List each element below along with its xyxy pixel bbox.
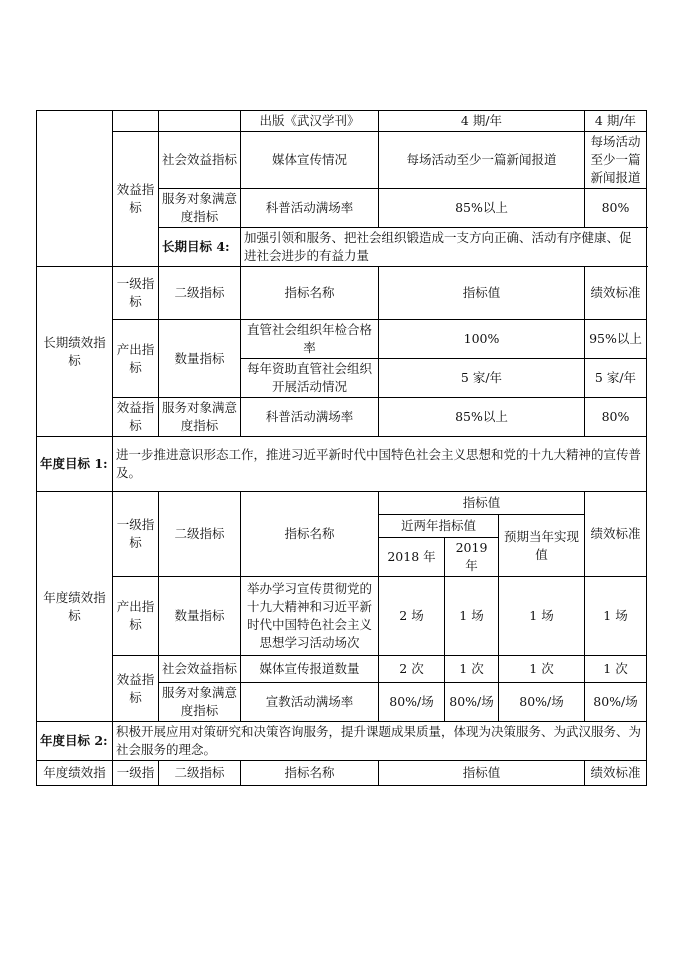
performance-standard: 80%/场 [585,683,647,722]
header-level1: 一级指 [113,761,159,786]
performance-table [36,110,647,786]
goal-label: 长期目标 4: [159,228,241,267]
header-value: 指标值 [379,492,585,515]
header-level2: 二级指标 [159,267,241,320]
header-standard: 绩效标准 [585,761,647,786]
value-expected: 1 场 [499,577,585,656]
indicator-value: 4 期/年 [379,111,585,132]
indicator-name: 出版《武汉学刊》 [241,111,379,132]
header-level1: 一级指标 [113,492,159,577]
header-value: 指标值 [379,761,585,786]
continued-level1-cell [113,111,159,132]
section-label: 年度绩效指标 [37,492,113,722]
goal-text: 加强引领和服务、把社会组织锻造成一支方向正确、活动有序健康、促进社会进步的有益力量 [241,228,647,267]
indicator-value: 100% [379,320,585,359]
level2-label: 服务对象满意度指标 [159,189,241,228]
value-2019: 1 次 [445,656,499,683]
level2-label: 服务对象满意度指标 [159,398,241,437]
value-expected: 80%/场 [499,683,585,722]
header-standard: 绩效标准 [585,492,647,577]
goal-text: 积极开展应用对策研究和决策咨询服务，提升课题成果质量，体现为决策服务、为武汉服务、为社会服务的理念。 [113,722,647,761]
performance-standard: 4 期/年 [585,111,647,132]
goal-label: 年度目标 2: [37,722,113,761]
level2-label: 社会效益指标 [159,132,241,189]
goal-label: 年度目标 1: [37,437,113,492]
indicator-name: 每年资助直管社会组织开展活动情况 [241,359,379,398]
performance-standard: 1 次 [585,656,647,683]
performance-standard: 5 家/年 [585,359,647,398]
header-level2: 二级指标 [159,492,241,577]
level1-label: 效益指标 [113,132,159,267]
level1-label: 效益指标 [113,656,159,722]
level2-label: 数量指标 [159,577,241,656]
indicator-name: 举办学习宣传贯彻党的十九大精神和习近平新时代中国特色社会主义思想学习活动场次 [241,577,379,656]
value-2018: 80%/场 [379,683,445,722]
section-label: 年度绩效指 [37,761,113,786]
goal-text: 进一步推进意识形态工作，推进习近平新时代中国特色社会主义思想和党的十九大精神的宣传普及。 [113,437,647,492]
header-name: 指标名称 [241,267,379,320]
header-2018: 2018 年 [379,538,445,577]
level2-label: 服务对象满意度指标 [159,683,241,722]
indicator-name: 科普活动满场率 [241,398,379,437]
header-level2: 二级指标 [159,761,241,786]
level1-label: 产出指标 [113,577,159,656]
level1-label: 产出指标 [113,320,159,398]
indicator-name: 直管社会组织年检合格率 [241,320,379,359]
indicator-name: 科普活动满场率 [241,189,379,228]
header-level1: 一级指标 [113,267,159,320]
header-standard: 绩效标准 [585,267,647,320]
indicator-value: 5 家/年 [379,359,585,398]
indicator-name: 宣教活动满场率 [241,683,379,722]
value-2019: 1 场 [445,577,499,656]
value-2018: 2 场 [379,577,445,656]
level2-label: 社会效益指标 [159,656,241,683]
header-2019: 2019 年 [445,538,499,577]
indicator-value: 85%以上 [379,189,585,228]
indicator-value: 每场活动至少一篇新闻报道 [379,132,585,189]
indicator-value: 85%以上 [379,398,585,437]
value-2018: 2 次 [379,656,445,683]
level1-label: 效益指标 [113,398,159,437]
performance-standard: 80% [585,398,647,437]
performance-standard: 95%以上 [585,320,647,359]
performance-standard: 1 场 [585,577,647,656]
value-expected: 1 次 [499,656,585,683]
performance-standard: 80% [585,189,647,228]
level2-label: 数量指标 [159,320,241,398]
performance-standard: 每场活动至少一篇新闻报道 [585,132,647,189]
header-recent: 近两年指标值 [379,515,499,538]
indicator-name: 媒体宣传报道数量 [241,656,379,683]
indicator-name: 媒体宣传情况 [241,132,379,189]
header-name: 指标名称 [241,492,379,577]
header-expected: 预期当年实现值 [499,515,585,577]
header-value: 指标值 [379,267,585,320]
header-name: 指标名称 [241,761,379,786]
continued-left-cell [37,111,113,267]
section-label: 长期绩效指标 [37,267,113,437]
continued-level2-cell [159,111,241,132]
value-2019: 80%/场 [445,683,499,722]
